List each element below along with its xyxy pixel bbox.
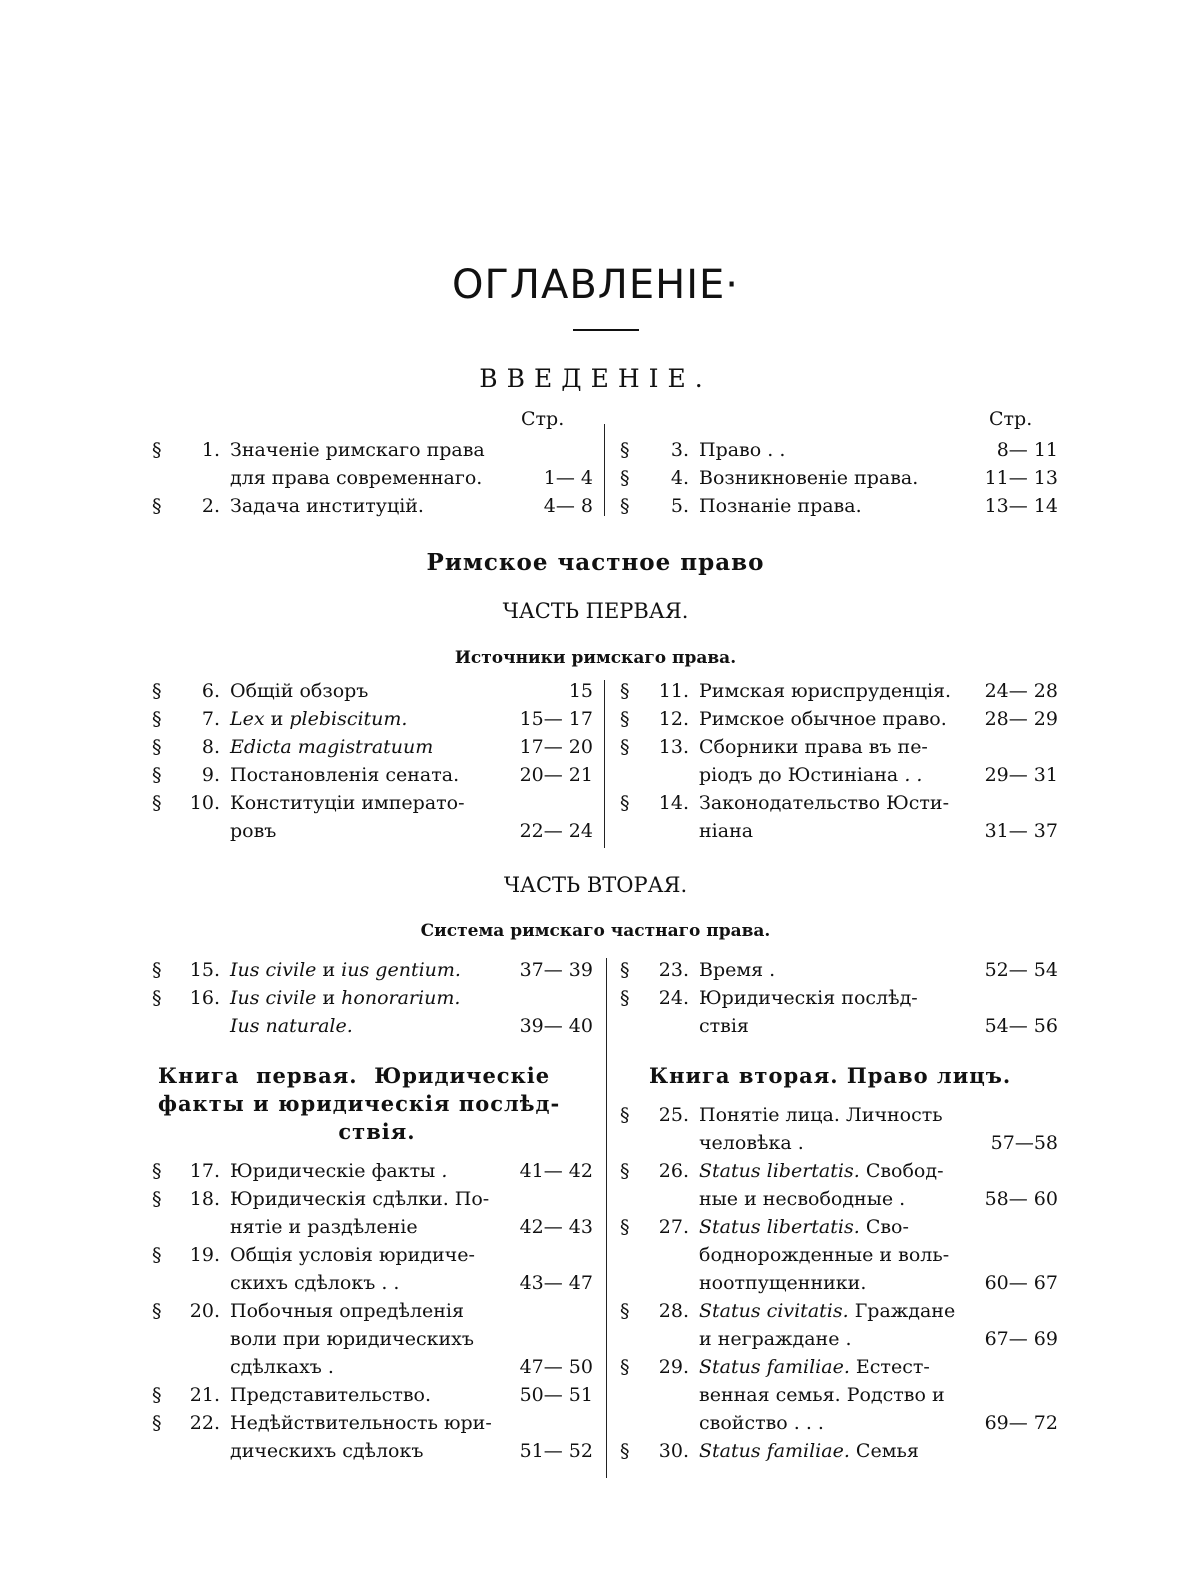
section-number: 24. [658, 987, 689, 1009]
page-range: 11— 13 [984, 467, 1058, 489]
entry-title-line: Недѣйствительность юри- [230, 1412, 492, 1434]
entry-title-line: ные и несвободные . [699, 1188, 906, 1210]
page-range: 1— 4 [543, 467, 593, 489]
entry-title-line: Побочныя опредѣленiя [230, 1300, 464, 1322]
section-sign: § [620, 1160, 630, 1182]
entry-title-line: Ius civile и ius gentium. [230, 959, 461, 981]
section-sign: § [152, 1188, 162, 1210]
section-number: 13. [658, 736, 689, 758]
entry-title-line: Познанiе права. [699, 495, 862, 517]
section-sign: § [620, 708, 630, 730]
page-range: 57—58 [990, 1132, 1058, 1154]
section-sign: § [620, 680, 630, 702]
entry-title-line: Римское обычное право. [699, 708, 947, 730]
entry-title-line: дическихъ сдѣлокъ [230, 1440, 424, 1462]
entry-title-line: Задача институцiй. [230, 495, 424, 517]
section-number: 21. [189, 1384, 220, 1406]
section-number: 7. [201, 708, 220, 730]
section-number: 6. [201, 680, 220, 702]
entry-title-line: Возникновенiе права. [699, 467, 919, 489]
section-sign: § [152, 680, 162, 702]
column-divider [604, 424, 605, 516]
section-number: 10. [189, 792, 220, 814]
entry-title-line: Status libertatis. Свобод- [699, 1160, 944, 1182]
page-range: 42— 43 [519, 1216, 593, 1238]
page-title: ОГЛАВЛЕНIЕ· [452, 262, 739, 308]
page-range: 47— 50 [519, 1356, 593, 1378]
section-number: 14. [658, 792, 689, 814]
section-sign: § [620, 959, 630, 981]
section-number: 19. [189, 1244, 220, 1266]
section-sign: § [152, 1244, 162, 1266]
entry-title-line: Status familiae. Естест- [699, 1356, 930, 1378]
page-range: 43— 47 [519, 1272, 593, 1294]
section-sign: § [152, 764, 162, 786]
section-number: 23. [658, 959, 689, 981]
entry-title-line: Конституцiи императо- [230, 792, 465, 814]
page-range: 41— 42 [519, 1160, 593, 1182]
entry-title-line: Общiя условiя юридиче- [230, 1244, 475, 1266]
page-range: 69— 72 [984, 1412, 1058, 1434]
entry-title-line: ровъ [230, 820, 277, 842]
page-range: 20— 21 [519, 764, 593, 786]
entry-title-line: Юридическiя послѣд- [699, 987, 918, 1009]
section-sign: § [620, 1104, 630, 1126]
page-range: 24— 28 [984, 680, 1058, 702]
entry-title-line: нятiе и раздѣленiе [230, 1216, 418, 1238]
page-range: 54— 56 [984, 1015, 1058, 1037]
entry-title-line: сдѣлкахъ . [230, 1356, 334, 1378]
page-range: 8— 11 [996, 439, 1058, 461]
entry-title-line: Ius civile и honorarium. [230, 987, 461, 1009]
page-range: 17— 20 [519, 736, 593, 758]
page-range: 15 [568, 680, 593, 702]
part2-heading: ЧАСТЬ ВТОРАЯ. [503, 873, 688, 897]
entry-title-line: Законодательство Юсти- [699, 792, 950, 814]
page-range: 13— 14 [984, 495, 1058, 517]
section-number: 5. [670, 495, 689, 517]
page-range: 67— 69 [984, 1328, 1058, 1350]
part2-subheading: Система римскаго частнаго права. [420, 921, 771, 941]
section-number: 1. [201, 439, 220, 461]
section-sign: § [152, 1384, 162, 1406]
section-number: 18. [189, 1188, 220, 1210]
section-number: 27. [658, 1216, 689, 1238]
section-number: 16. [189, 987, 220, 1009]
entry-title-line: нiана [699, 820, 754, 842]
entry-title-line: Status libertatis. Сво- [699, 1216, 909, 1238]
section-sign: § [620, 1356, 630, 1378]
entry-title-line: венная семья. Родство и [699, 1384, 945, 1406]
section-number: 17. [189, 1160, 220, 1182]
page-range: 28— 29 [984, 708, 1058, 730]
page-range: 4— 8 [543, 495, 593, 517]
entry-title-line: Lex и plebiscitum. [230, 708, 408, 730]
section-sign: § [152, 792, 162, 814]
section-sign: § [152, 959, 162, 981]
section-sign: § [620, 736, 630, 758]
section-number: 12. [658, 708, 689, 730]
entry-title-line: скихъ сдѣлокъ . . [230, 1272, 400, 1294]
section-sign: § [152, 439, 162, 461]
book-heading-line: факты и юридическiя послѣд- [158, 1091, 561, 1116]
section-number: 2. [201, 495, 220, 517]
section-sign: § [152, 1160, 162, 1182]
page-range: 52— 54 [984, 959, 1058, 981]
entry-title-line: Ius naturale. [230, 1015, 353, 1037]
section-number: 8. [201, 736, 220, 758]
section-sign: § [152, 1412, 162, 1434]
book-heading-line: Книга первая. Юридическiе [158, 1063, 551, 1088]
section-number: 3. [670, 439, 689, 461]
entry-title-line: Понятiе лица. Личность [699, 1104, 943, 1126]
entry-title-line: Status civitatis. Граждане [699, 1300, 956, 1322]
section-number: 28. [658, 1300, 689, 1322]
book-heading-line: ствiя. [338, 1119, 416, 1144]
section-number: 26. [658, 1160, 689, 1182]
page-range: 58— 60 [984, 1188, 1058, 1210]
entry-title-line: боднорожденные и воль- [699, 1244, 950, 1266]
entry-title-line: воли при юридическихъ [230, 1328, 474, 1350]
page-range: 31— 37 [984, 820, 1058, 842]
part1-heading: ЧАСТЬ ПЕРВАЯ. [502, 599, 689, 623]
entry-title-line: Представительство. [230, 1384, 432, 1406]
page-range: 15— 17 [519, 708, 593, 730]
entry-title-line: Постановленiя сената. [230, 764, 460, 786]
section-number: 15. [189, 959, 220, 981]
section-number: 30. [658, 1440, 689, 1462]
entry-title-line: Юридическiе факты . [230, 1160, 448, 1182]
page-range: 60— 67 [984, 1272, 1058, 1294]
page-range: 29— 31 [984, 764, 1058, 786]
column-divider [606, 958, 607, 1478]
section-title: Римское частное право [426, 549, 765, 576]
section-sign: § [152, 708, 162, 730]
section-sign: § [152, 1300, 162, 1322]
entry-title-line: Время . [699, 959, 776, 981]
section-sign: § [620, 1300, 630, 1322]
section-sign: § [620, 439, 630, 461]
entry-title-line: и неграждане . [699, 1328, 852, 1350]
page-range: 22— 24 [519, 820, 593, 842]
section-sign: § [620, 1440, 630, 1462]
section-sign: § [620, 1216, 630, 1238]
entry-title-line: Edicta magistratuum [230, 736, 434, 758]
section-number: 29. [658, 1356, 689, 1378]
entry-title-line: свойство . . . [699, 1412, 824, 1434]
entry-title-line: человѣка . [699, 1132, 804, 1154]
section-sign: § [620, 495, 630, 517]
page-range: 39— 40 [519, 1015, 593, 1037]
section-number: 11. [658, 680, 689, 702]
entry-title-line: Юридическiя сдѣлки. По- [230, 1188, 490, 1210]
entry-title-line: для права современнаго. [230, 467, 483, 489]
section-number: 20. [189, 1300, 220, 1322]
section-sign: § [152, 736, 162, 758]
entry-title-line: Значенiе римскаго права [230, 439, 485, 461]
section-number: 4. [670, 467, 689, 489]
column-divider [604, 680, 605, 848]
intro-heading: ВВЕДЕНIЕ. [479, 364, 712, 393]
section-sign: § [620, 467, 630, 489]
section-number: 25. [658, 1104, 689, 1126]
entry-title-line: ствiя [699, 1015, 749, 1037]
section-number: 9. [201, 764, 220, 786]
page-range: 50— 51 [519, 1384, 593, 1406]
section-sign: § [152, 987, 162, 1009]
book-heading-line: Книга вторая. Право лицъ. [649, 1063, 1012, 1088]
entry-title-line: Общiй обзоръ [230, 680, 369, 702]
entry-title-line: Римская юриспруденцiя. [699, 680, 952, 702]
page-label-right: Стр. [989, 408, 1033, 430]
section-sign: § [620, 792, 630, 814]
page-range: 51— 52 [519, 1440, 593, 1462]
section-number: 22. [189, 1412, 220, 1434]
page-label-left: Стр. [521, 408, 565, 430]
title-rule [573, 329, 639, 331]
section-sign: § [620, 987, 630, 1009]
entry-title-line: рiодъ до Юстинiана . . [699, 764, 923, 786]
section-sign: § [152, 495, 162, 517]
entry-title-line: Право . . [699, 439, 786, 461]
part1-subheading: Источники римскаго права. [454, 648, 737, 668]
entry-title-line: ноотпущенники. [699, 1272, 867, 1294]
entry-title-line: Сборники права въ пе- [699, 736, 928, 758]
page-range: 37— 39 [519, 959, 593, 981]
entry-title-line: Status familiae. Семья [699, 1440, 919, 1462]
